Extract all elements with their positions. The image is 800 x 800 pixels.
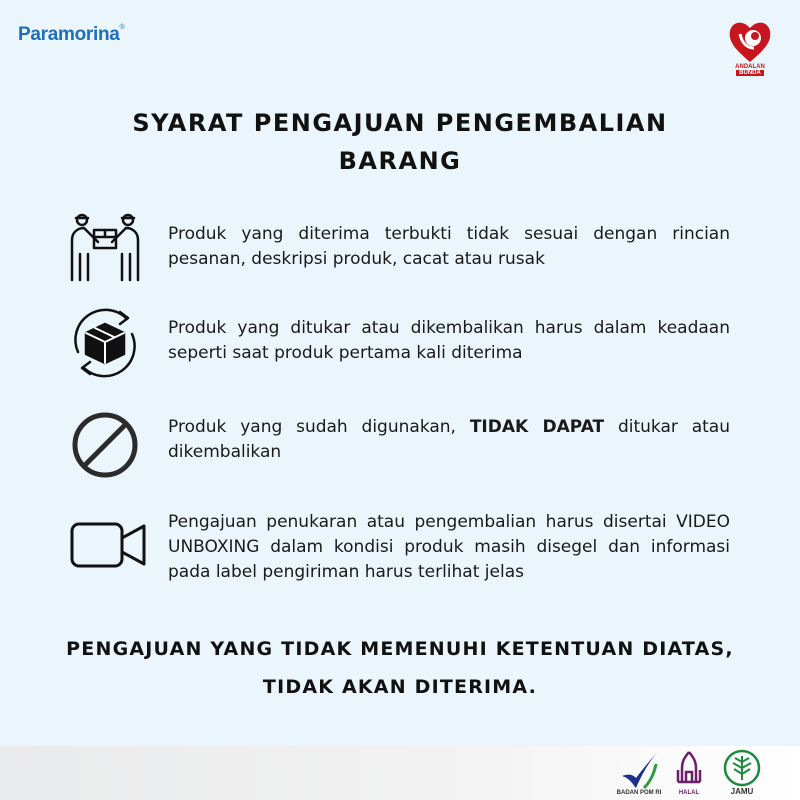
halal-logo [672,748,706,798]
jamu-label: JAMU [730,787,754,796]
footer-note-line1: PENGAJUAN YANG TIDAK MEMENUHI KETENTUAN DIATAS, [66,638,734,660]
footer-note [0,630,800,706]
brand-registered-mark: ® [119,24,125,31]
bpom-logo [616,748,662,798]
bpom-logo-icon [616,748,662,792]
delivery-people-icon [68,210,142,284]
footer-note-line2: TIDAK AKAN DITERIMA. [262,676,538,698]
requirement-text-2: Produk yang ditukar atau dikembalikan harus dalam keadaan seperti saat produk pertama kali diterima [168,318,730,363]
prohibited-icon [68,408,142,482]
page-title [0,104,800,180]
partner-logo-line2: BUNDA [736,70,764,76]
requirement-text-3-before: Produk yang sudah digunakan, [168,417,470,437]
partner-logo-line1: ANDALAN [735,64,765,70]
heart-logo-icon [726,16,774,66]
halal-logo-icon [672,748,706,792]
requirement-text-4: Pengajuan penukaran atau pengembalian harus disertai VIDEO UNBOXING dalam kondisi produk masih disegel dan informasi pada label pengiriman harus terlihat jelas [168,512,730,582]
halal-label: HALAL [678,790,700,796]
requirement-text-3-after: ditukar atau dikembalikan [168,417,730,462]
andalan-bunda-logo [726,16,774,76]
jamu-logo-icon [722,748,762,790]
jamu-logo [722,748,762,798]
video-camera-icon [68,510,142,584]
bpom-label: BADAN POM RI [616,790,662,796]
brand-name: Paramorina [18,24,120,45]
brand-logo [18,24,124,46]
page-title-line1: SYARAT PENGAJUAN PENGEMBALIAN [132,109,668,137]
page-title-line2: BARANG [338,147,462,175]
requirement-text-3-bold: TIDAK DAPAT [469,417,605,437]
box-exchange-icon [68,306,142,380]
requirement-text-1: Produk yang diterima terbukti tidak sesuai dengan rincian pesanan, deskripsi produk, cacat atau rusak [168,224,730,269]
partner-logo-text [726,64,774,76]
requirement-text-3 [168,415,730,465]
